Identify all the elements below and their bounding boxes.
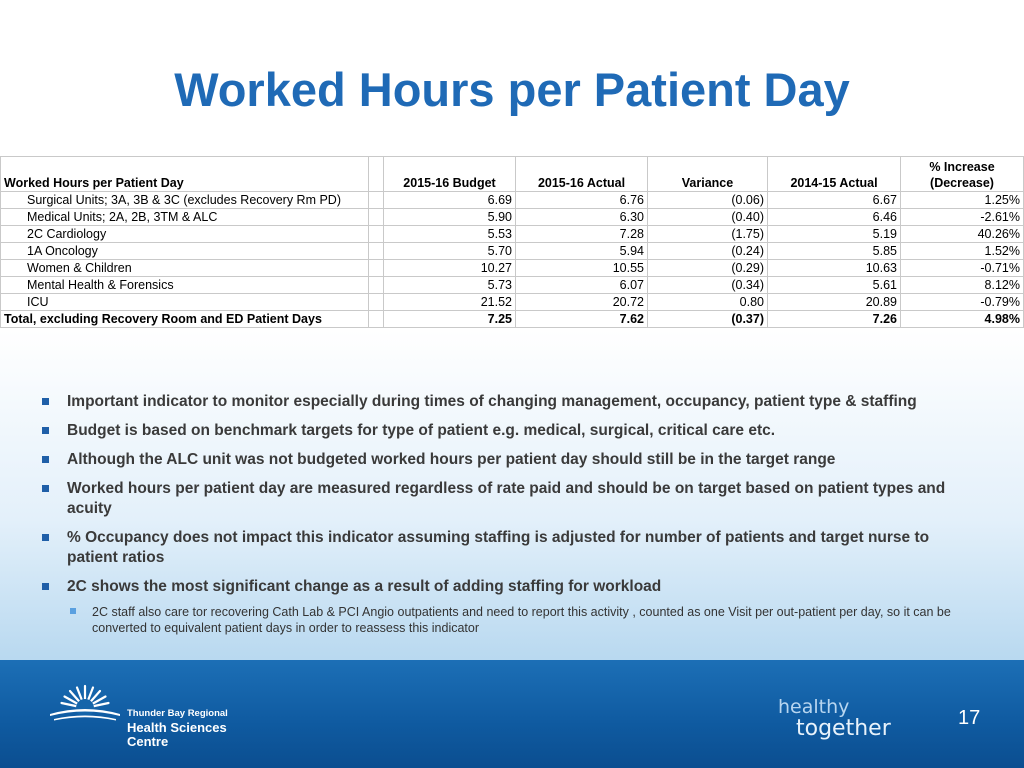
cell-prior: 20.89 [768, 294, 901, 311]
cell-variance: (0.06) [648, 192, 768, 209]
cell-variance: (0.34) [648, 277, 768, 294]
header-actual: 2015-16 Actual [516, 157, 648, 192]
cell-budget: 5.70 [384, 243, 516, 260]
table-total-row [1, 311, 1024, 328]
cell-pct: 40.26% [901, 226, 1024, 243]
bullet-item [40, 479, 980, 519]
bullet-square-icon [42, 456, 49, 463]
cell-pct: 1.25% [901, 192, 1024, 209]
bullet-text: 2C shows the most significant change as a result of adding staffing for workload [67, 578, 662, 595]
cell-budget: 5.53 [384, 226, 516, 243]
bullet-square-icon [42, 534, 49, 541]
row-label: Medical Units; 2A, 2B, 3TM & ALC [1, 209, 369, 226]
bullet-text: Worked hours per patient day are measured regardless of rate paid and should be on target based on patient types and acuity [67, 480, 946, 517]
row-label: Surgical Units; 3A, 3B & 3C (excludes Recovery Rm PD) [1, 192, 369, 209]
cell-budget: 7.25 [384, 311, 516, 328]
cell-prior: 5.61 [768, 277, 901, 294]
sub-bullet-square-icon [70, 608, 76, 614]
header-pct [901, 157, 1024, 192]
worked-hours-table [0, 156, 1024, 328]
bullet-item [40, 528, 980, 568]
cell-variance: 0.80 [648, 294, 768, 311]
header-variance: Variance [648, 157, 768, 192]
bullet-item [40, 421, 980, 441]
sunrise-logo-icon [48, 682, 122, 722]
cell-pct: 8.12% [901, 277, 1024, 294]
bullet-item [40, 450, 980, 470]
table-row [1, 192, 1024, 209]
cell-budget: 5.73 [384, 277, 516, 294]
tagline-healthy: healthy [778, 696, 850, 718]
header-pct-line2: (Decrease) [930, 176, 994, 190]
row-label: ICU [1, 294, 369, 311]
slide-title: Worked Hours per Patient Day [174, 63, 850, 116]
cell-prior: 10.63 [768, 260, 901, 277]
org-line1: Thunder Bay Regional [127, 708, 228, 719]
sub-bullet-item [40, 604, 980, 636]
bullet-square-icon [42, 583, 49, 590]
sub-bullet-text: 2C staff also care tor recovering Cath Lab & PCI Angio outpatients and need to report this activity , counted as one Visit per out-patient per day, so it can be converted to equivalent patient days in order to reassess this indicator [92, 605, 951, 635]
org-line3: Centre [127, 734, 169, 749]
cell-budget: 5.90 [384, 209, 516, 226]
cell-actual: 10.55 [516, 260, 648, 277]
bullet-text: Important indicator to monitor especially during times of changing management, occupancy, patient type & staffing [67, 393, 917, 410]
bullet-text: Budget is based on benchmark targets for type of patient e.g. medical, surgical, critical care etc. [67, 422, 776, 439]
cell-budget: 10.27 [384, 260, 516, 277]
cell-actual: 6.76 [516, 192, 648, 209]
cell-pct: -2.61% [901, 209, 1024, 226]
header-budget: 2015-16 Budget [384, 157, 516, 192]
tagline-together: together [796, 716, 891, 741]
table-row [1, 226, 1024, 243]
header-pct-line1: % Increase [929, 160, 995, 174]
cell-prior: 6.46 [768, 209, 901, 226]
cell-variance: (0.24) [648, 243, 768, 260]
table-header-row [1, 157, 1024, 192]
cell-variance: (0.37) [648, 311, 768, 328]
bullet-list [40, 392, 980, 636]
header-prior: 2014-15 Actual [768, 157, 901, 192]
table-row [1, 260, 1024, 277]
cell-variance: (0.40) [648, 209, 768, 226]
cell-prior: 5.85 [768, 243, 901, 260]
footer-band [0, 660, 1024, 768]
cell-prior: 7.26 [768, 311, 901, 328]
cell-actual: 6.30 [516, 209, 648, 226]
org-line2: Health Sciences [127, 720, 227, 735]
table-row [1, 209, 1024, 226]
cell-pct: 1.52% [901, 243, 1024, 260]
cell-pct: 4.98% [901, 311, 1024, 328]
bullet-square-icon [42, 485, 49, 492]
cell-pct: -0.71% [901, 260, 1024, 277]
table-row [1, 243, 1024, 260]
organization-name [127, 707, 228, 749]
bullet-item [40, 392, 980, 412]
table-row [1, 294, 1024, 311]
cell-actual: 7.62 [516, 311, 648, 328]
row-label: Women & Children [1, 260, 369, 277]
cell-actual: 20.72 [516, 294, 648, 311]
page-number: 17 [958, 707, 981, 729]
table-row [1, 277, 1024, 294]
cell-prior: 6.67 [768, 192, 901, 209]
bullet-text: Although the ALC unit was not budgeted worked hours per patient day should still be in the target range [67, 451, 836, 468]
cell-prior: 5.19 [768, 226, 901, 243]
row-label: Mental Health & Forensics [1, 277, 369, 294]
cell-budget: 21.52 [384, 294, 516, 311]
cell-actual: 7.28 [516, 226, 648, 243]
bullet-text: % Occupancy does not impact this indicator assuming staffing is adjusted for number of patients and target nurse to patient ratios [67, 529, 930, 566]
header-label: Worked Hours per Patient Day [1, 157, 369, 192]
cell-variance: (1.75) [648, 226, 768, 243]
cell-pct: -0.79% [901, 294, 1024, 311]
healthy-together-logo [778, 696, 891, 740]
row-label: 2C Cardiology [1, 226, 369, 243]
cell-actual: 5.94 [516, 243, 648, 260]
bullet-square-icon [42, 427, 49, 434]
row-label: 1A Oncology [1, 243, 369, 260]
bullet-square-icon [42, 398, 49, 405]
row-label: Total, excluding Recovery Room and ED Patient Days [1, 311, 369, 328]
cell-actual: 6.07 [516, 277, 648, 294]
bullet-item [40, 577, 980, 597]
cell-budget: 6.69 [384, 192, 516, 209]
cell-variance: (0.29) [648, 260, 768, 277]
